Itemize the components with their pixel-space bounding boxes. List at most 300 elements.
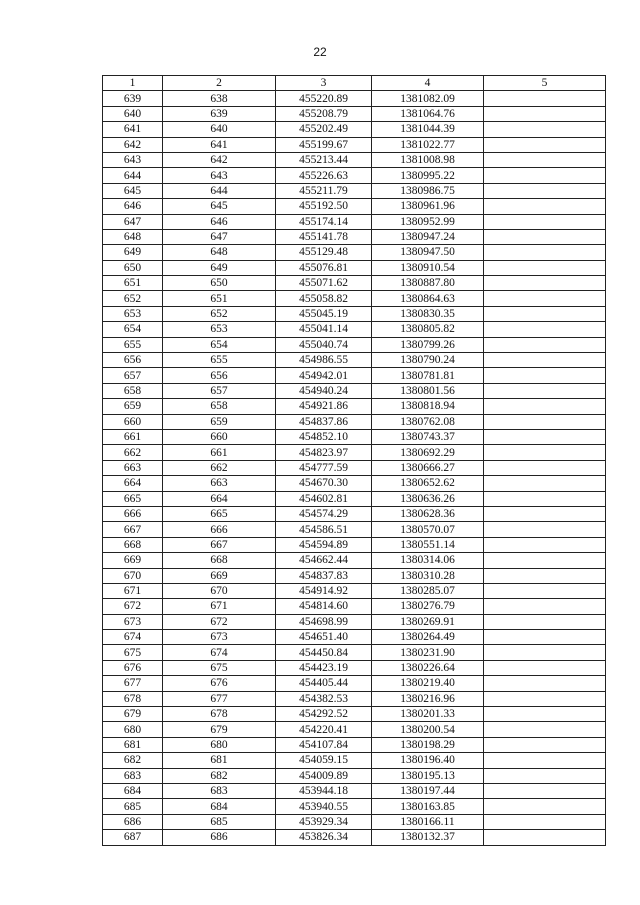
table-cell-col-1: 679: [103, 707, 163, 722]
table-cell-col-1: 664: [103, 476, 163, 491]
page-number: 22: [313, 45, 327, 59]
table-cell-col-2: 686: [163, 830, 276, 845]
table-row: [103, 168, 606, 183]
table-cell-col-3: 455045.19: [276, 306, 372, 321]
table-cell-col-5: [484, 106, 606, 121]
table-cell-col-4: 1380551.14: [372, 537, 484, 552]
table-cell-col-3: 454986.55: [276, 353, 372, 368]
table-cell-col-4: 1380226.64: [372, 660, 484, 675]
table-cell-col-1: 643: [103, 152, 163, 167]
table-cell-col-5: [484, 568, 606, 583]
table-cell-col-3: 454405.44: [276, 676, 372, 691]
table-cell-col-4: 1380801.56: [372, 383, 484, 398]
table-cell-col-4: 1380799.26: [372, 337, 484, 352]
table-cell-col-3: 454670.30: [276, 476, 372, 491]
table-cell-col-4: 1380285.07: [372, 583, 484, 598]
table-cell-col-2: 640: [163, 122, 276, 137]
table-cell-col-5: [484, 491, 606, 506]
table-cell-col-5: [484, 460, 606, 475]
table-cell-col-5: [484, 768, 606, 783]
table-cell-col-5: [484, 630, 606, 645]
table-row: [103, 199, 606, 214]
table-cell-col-1: 667: [103, 522, 163, 537]
table-cell-col-1: 660: [103, 414, 163, 429]
table-row: [103, 537, 606, 552]
table-cell-col-1: 644: [103, 168, 163, 183]
table-cell-col-5: [484, 276, 606, 291]
table-cell-col-5: [484, 322, 606, 337]
table-cell-col-5: [484, 799, 606, 814]
table-cell-col-1: 677: [103, 676, 163, 691]
table-row: [103, 660, 606, 675]
table-cell-col-2: 657: [163, 383, 276, 398]
column-header-5: 5: [484, 76, 606, 91]
table-cell-col-1: 681: [103, 737, 163, 752]
table-row: [103, 260, 606, 275]
table-row: [103, 768, 606, 783]
table-cell-col-1: 672: [103, 599, 163, 614]
table-cell-col-1: 649: [103, 245, 163, 260]
table-cell-col-4: 1380166.11: [372, 814, 484, 829]
table-cell-col-1: 653: [103, 306, 163, 321]
table-cell-col-4: 1380692.29: [372, 445, 484, 460]
table-cell-col-3: 455226.63: [276, 168, 372, 183]
table-cell-col-4: 1380818.94: [372, 399, 484, 414]
table-cell-col-3: 454662.44: [276, 553, 372, 568]
table-cell-col-4: 1380132.37: [372, 830, 484, 845]
table-cell-col-4: 1380830.35: [372, 306, 484, 321]
table-cell-col-1: 683: [103, 768, 163, 783]
table-cell-col-5: [484, 214, 606, 229]
table-cell-col-5: [484, 152, 606, 167]
table-cell-col-4: 1380269.91: [372, 614, 484, 629]
table-cell-col-5: [484, 168, 606, 183]
table-row: [103, 122, 606, 137]
table-cell-col-2: 678: [163, 707, 276, 722]
table-row: [103, 152, 606, 167]
table-cell-col-3: 455174.14: [276, 214, 372, 229]
table-cell-col-3: 454450.84: [276, 645, 372, 660]
table-cell-col-5: [484, 137, 606, 152]
table-cell-col-3: 454059.15: [276, 753, 372, 768]
table-row: [103, 645, 606, 660]
table-cell-col-2: 655: [163, 353, 276, 368]
table-row: [103, 676, 606, 691]
table-cell-col-4: 1380197.44: [372, 783, 484, 798]
table-row: [103, 460, 606, 475]
table-cell-col-4: 1380762.08: [372, 414, 484, 429]
table-row: [103, 214, 606, 229]
table-row: [103, 137, 606, 152]
table-header-row: [103, 76, 606, 91]
table-cell-col-1: 671: [103, 583, 163, 598]
table-cell-col-5: [484, 199, 606, 214]
table-cell-col-1: 641: [103, 122, 163, 137]
table-cell-col-1: 668: [103, 537, 163, 552]
table-cell-col-4: 1380314.06: [372, 553, 484, 568]
table-row: [103, 353, 606, 368]
table-cell-col-1: 676: [103, 660, 163, 675]
table-cell-col-3: 454651.40: [276, 630, 372, 645]
table-cell-col-5: [484, 814, 606, 829]
table-cell-col-3: 454009.89: [276, 768, 372, 783]
table-cell-col-1: 674: [103, 630, 163, 645]
table-cell-col-3: 455202.49: [276, 122, 372, 137]
table-cell-col-2: 654: [163, 337, 276, 352]
table-cell-col-4: 1380264.49: [372, 630, 484, 645]
table-cell-col-3: 455040.74: [276, 337, 372, 352]
table-row: [103, 783, 606, 798]
table-cell-col-2: 643: [163, 168, 276, 183]
table-cell-col-5: [484, 229, 606, 244]
table-cell-col-3: 455071.62: [276, 276, 372, 291]
table-cell-col-4: 1380219.40: [372, 676, 484, 691]
table-cell-col-3: 455058.82: [276, 291, 372, 306]
table-row: [103, 399, 606, 414]
table-cell-col-2: 644: [163, 183, 276, 198]
table-cell-col-5: [484, 414, 606, 429]
table-row: [103, 691, 606, 706]
table-cell-col-4: 1380276.79: [372, 599, 484, 614]
table-cell-col-2: 684: [163, 799, 276, 814]
table-cell-col-3: 453944.18: [276, 783, 372, 798]
table-cell-col-4: 1380995.22: [372, 168, 484, 183]
column-header-3: 3: [276, 76, 372, 91]
table-cell-col-5: [484, 722, 606, 737]
table-cell-col-5: [484, 91, 606, 106]
table-cell-col-5: [484, 383, 606, 398]
table-cell-col-3: 454940.24: [276, 383, 372, 398]
table-cell-col-1: 661: [103, 429, 163, 444]
table-cell-col-5: [484, 737, 606, 752]
table-cell-col-2: 645: [163, 199, 276, 214]
table-cell-col-2: 670: [163, 583, 276, 598]
table-cell-col-1: 647: [103, 214, 163, 229]
table-cell-col-1: 673: [103, 614, 163, 629]
table-cell-col-1: 663: [103, 460, 163, 475]
table-cell-col-3: 454574.29: [276, 506, 372, 521]
table-cell-col-2: 679: [163, 722, 276, 737]
table-cell-col-4: 1380652.62: [372, 476, 484, 491]
table-cell-col-5: [484, 830, 606, 845]
table-cell-col-5: [484, 291, 606, 306]
table-cell-col-5: [484, 707, 606, 722]
table-cell-col-2: 656: [163, 368, 276, 383]
table-cell-col-4: 1380201.33: [372, 707, 484, 722]
table-cell-col-1: 656: [103, 353, 163, 368]
table-cell-col-2: 662: [163, 460, 276, 475]
table-row: [103, 830, 606, 845]
table-cell-col-5: [484, 522, 606, 537]
table-cell-col-2: 674: [163, 645, 276, 660]
table-row: [103, 568, 606, 583]
table-cell-col-3: 454852.10: [276, 429, 372, 444]
table-row: [103, 276, 606, 291]
table-cell-col-4: 1380887.80: [372, 276, 484, 291]
table-cell-col-1: 642: [103, 137, 163, 152]
table-cell-col-5: [484, 122, 606, 137]
table-cell-col-3: 454586.51: [276, 522, 372, 537]
table-cell-col-3: 455213.44: [276, 152, 372, 167]
table-cell-col-2: 652: [163, 306, 276, 321]
table-cell-col-2: 671: [163, 599, 276, 614]
table-cell-col-5: [484, 183, 606, 198]
table-cell-col-2: 663: [163, 476, 276, 491]
table-cell-col-5: [484, 537, 606, 552]
table-cell-col-3: 454921.86: [276, 399, 372, 414]
table-cell-col-3: 453929.34: [276, 814, 372, 829]
table-cell-col-4: 1380628.36: [372, 506, 484, 521]
table-cell-col-2: 683: [163, 783, 276, 798]
table-cell-col-3: 454837.86: [276, 414, 372, 429]
table-cell-col-4: 1380743.37: [372, 429, 484, 444]
table-cell-col-3: 454914.92: [276, 583, 372, 598]
table-cell-col-1: 670: [103, 568, 163, 583]
table-cell-col-5: [484, 645, 606, 660]
table-cell-col-2: 660: [163, 429, 276, 444]
table-cell-col-2: 681: [163, 753, 276, 768]
table-row: [103, 245, 606, 260]
table-cell-col-5: [484, 599, 606, 614]
coordinates-table: [102, 75, 606, 846]
table-cell-col-2: 659: [163, 414, 276, 429]
table-cell-col-3: 453826.34: [276, 830, 372, 845]
table-cell-col-1: 657: [103, 368, 163, 383]
table-cell-col-1: 682: [103, 753, 163, 768]
table-cell-col-1: 640: [103, 106, 163, 121]
table-cell-col-3: 454698.99: [276, 614, 372, 629]
table-cell-col-3: 455192.50: [276, 199, 372, 214]
table-cell-col-4: 1380947.24: [372, 229, 484, 244]
table-cell-col-4: 1380310.28: [372, 568, 484, 583]
table-cell-col-3: 455129.48: [276, 245, 372, 260]
table-row: [103, 707, 606, 722]
table-cell-col-2: 677: [163, 691, 276, 706]
table-cell-col-2: 650: [163, 276, 276, 291]
table-cell-col-5: [484, 353, 606, 368]
table-cell-col-4: 1380231.90: [372, 645, 484, 660]
table-cell-col-1: 686: [103, 814, 163, 829]
table-cell-col-1: 659: [103, 399, 163, 414]
table-cell-col-5: [484, 368, 606, 383]
table-cell-col-4: 1381008.98: [372, 152, 484, 167]
table-cell-col-3: 454942.01: [276, 368, 372, 383]
table-cell-col-1: 648: [103, 229, 163, 244]
table-cell-col-2: 649: [163, 260, 276, 275]
table-cell-col-2: 651: [163, 291, 276, 306]
table-row: [103, 291, 606, 306]
table-cell-col-1: 662: [103, 445, 163, 460]
table-cell-col-5: [484, 583, 606, 598]
table-cell-col-2: 661: [163, 445, 276, 460]
table-row: [103, 414, 606, 429]
table-row: [103, 183, 606, 198]
table-cell-col-1: 687: [103, 830, 163, 845]
table-cell-col-1: 658: [103, 383, 163, 398]
table-cell-col-1: 666: [103, 506, 163, 521]
table-cell-col-2: 658: [163, 399, 276, 414]
table-cell-col-2: 642: [163, 152, 276, 167]
table-row: [103, 491, 606, 506]
table-cell-col-4: 1381022.77: [372, 137, 484, 152]
table-cell-col-3: 454423.19: [276, 660, 372, 675]
table-cell-col-5: [484, 753, 606, 768]
table-cell-col-2: 646: [163, 214, 276, 229]
table-cell-col-2: 680: [163, 737, 276, 752]
table-row: [103, 722, 606, 737]
table-cell-col-2: 664: [163, 491, 276, 506]
table-cell-col-5: [484, 445, 606, 460]
table-cell-col-2: 666: [163, 522, 276, 537]
table-cell-col-4: 1380200.54: [372, 722, 484, 737]
table-cell-col-3: 454823.97: [276, 445, 372, 460]
table-cell-col-2: 682: [163, 768, 276, 783]
table-cell-col-1: 646: [103, 199, 163, 214]
table-row: [103, 91, 606, 106]
table-row: [103, 229, 606, 244]
table-cell-col-3: 453940.55: [276, 799, 372, 814]
table-cell-col-5: [484, 476, 606, 491]
table-row: [103, 306, 606, 321]
table-row: [103, 429, 606, 444]
table-row: [103, 583, 606, 598]
table-cell-col-1: 675: [103, 645, 163, 660]
table-row: [103, 753, 606, 768]
table-cell-col-2: 648: [163, 245, 276, 260]
table-cell-col-3: 455208.79: [276, 106, 372, 121]
table-row: [103, 337, 606, 352]
table-row: [103, 506, 606, 521]
table-cell-col-4: 1380961.96: [372, 199, 484, 214]
table-cell-col-4: 1380216.96: [372, 691, 484, 706]
table-cell-col-4: 1380163.85: [372, 799, 484, 814]
table-cell-col-2: 685: [163, 814, 276, 829]
table-cell-col-4: 1380864.63: [372, 291, 484, 306]
table-cell-col-3: 454382.53: [276, 691, 372, 706]
table-cell-col-5: [484, 245, 606, 260]
table-cell-col-2: 665: [163, 506, 276, 521]
table-cell-col-3: 454837.83: [276, 568, 372, 583]
table-cell-col-5: [484, 506, 606, 521]
table-cell-col-2: 667: [163, 537, 276, 552]
table-cell-col-4: 1380947.50: [372, 245, 484, 260]
table-cell-col-2: 672: [163, 614, 276, 629]
table-cell-col-5: [484, 660, 606, 675]
table-cell-col-4: 1380790.24: [372, 353, 484, 368]
table-cell-col-2: 675: [163, 660, 276, 675]
table-cell-col-3: 454107.84: [276, 737, 372, 752]
table-cell-col-2: 676: [163, 676, 276, 691]
table-cell-col-5: [484, 553, 606, 568]
table-cell-col-3: 455199.67: [276, 137, 372, 152]
table-cell-col-2: 647: [163, 229, 276, 244]
table-cell-col-2: 669: [163, 568, 276, 583]
table-cell-col-4: 1380952.99: [372, 214, 484, 229]
table-cell-col-2: 639: [163, 106, 276, 121]
table-row: [103, 476, 606, 491]
table-cell-col-1: 654: [103, 322, 163, 337]
column-header-1: 1: [103, 76, 163, 91]
table-row: [103, 614, 606, 629]
table-cell-col-4: 1380570.07: [372, 522, 484, 537]
table-cell-col-4: 1381082.09: [372, 91, 484, 106]
table-cell-col-3: 455041.14: [276, 322, 372, 337]
table-cell-col-2: 638: [163, 91, 276, 106]
table-cell-col-4: 1380986.75: [372, 183, 484, 198]
column-header-4: 4: [372, 76, 484, 91]
table-cell-col-4: 1381044.39: [372, 122, 484, 137]
table-cell-col-5: [484, 399, 606, 414]
table-cell-col-3: 454292.52: [276, 707, 372, 722]
table-body: [103, 91, 606, 845]
table-row: [103, 553, 606, 568]
table-cell-col-3: 455141.78: [276, 229, 372, 244]
table-row: [103, 445, 606, 460]
table-row: [103, 599, 606, 614]
table-cell-col-4: 1380781.81: [372, 368, 484, 383]
table-cell-col-1: 652: [103, 291, 163, 306]
table-cell-col-3: 454594.89: [276, 537, 372, 552]
table-cell-col-1: 665: [103, 491, 163, 506]
table-cell-col-4: 1380196.40: [372, 753, 484, 768]
table-cell-col-4: 1380910.54: [372, 260, 484, 275]
table-cell-col-1: 680: [103, 722, 163, 737]
table-cell-col-5: [484, 260, 606, 275]
table-cell-col-5: [484, 429, 606, 444]
table-cell-col-2: 668: [163, 553, 276, 568]
table-cell-col-4: 1380195.13: [372, 768, 484, 783]
table-cell-col-4: 1380666.27: [372, 460, 484, 475]
table-row: [103, 106, 606, 121]
table-cell-col-2: 673: [163, 630, 276, 645]
table-cell-col-1: 685: [103, 799, 163, 814]
table-cell-col-3: 454220.41: [276, 722, 372, 737]
table-cell-col-3: 455211.79: [276, 183, 372, 198]
table-cell-col-1: 651: [103, 276, 163, 291]
table-row: [103, 322, 606, 337]
table-cell-col-3: 454602.81: [276, 491, 372, 506]
table-cell-col-4: 1380198.29: [372, 737, 484, 752]
table-cell-col-3: 454777.59: [276, 460, 372, 475]
table-row: [103, 799, 606, 814]
table-cell-col-5: [484, 306, 606, 321]
table-row: [103, 383, 606, 398]
table-cell-col-4: 1381064.76: [372, 106, 484, 121]
table-cell-col-5: [484, 783, 606, 798]
table-row: [103, 368, 606, 383]
table-row: [103, 814, 606, 829]
table-row: [103, 737, 606, 752]
table-cell-col-5: [484, 676, 606, 691]
table-cell-col-3: 455220.89: [276, 91, 372, 106]
table-row: [103, 522, 606, 537]
table-cell-col-5: [484, 337, 606, 352]
table-cell-col-1: 639: [103, 91, 163, 106]
table-cell-col-3: 455076.81: [276, 260, 372, 275]
table-cell-col-4: 1380805.82: [372, 322, 484, 337]
table-cell-col-1: 678: [103, 691, 163, 706]
table-cell-col-1: 669: [103, 553, 163, 568]
table-cell-col-5: [484, 691, 606, 706]
table-cell-col-2: 653: [163, 322, 276, 337]
table-cell-col-5: [484, 614, 606, 629]
table-cell-col-1: 645: [103, 183, 163, 198]
table-cell-col-2: 641: [163, 137, 276, 152]
table-cell-col-1: 655: [103, 337, 163, 352]
table-row: [103, 630, 606, 645]
table-cell-col-4: 1380636.26: [372, 491, 484, 506]
table-cell-col-1: 650: [103, 260, 163, 275]
